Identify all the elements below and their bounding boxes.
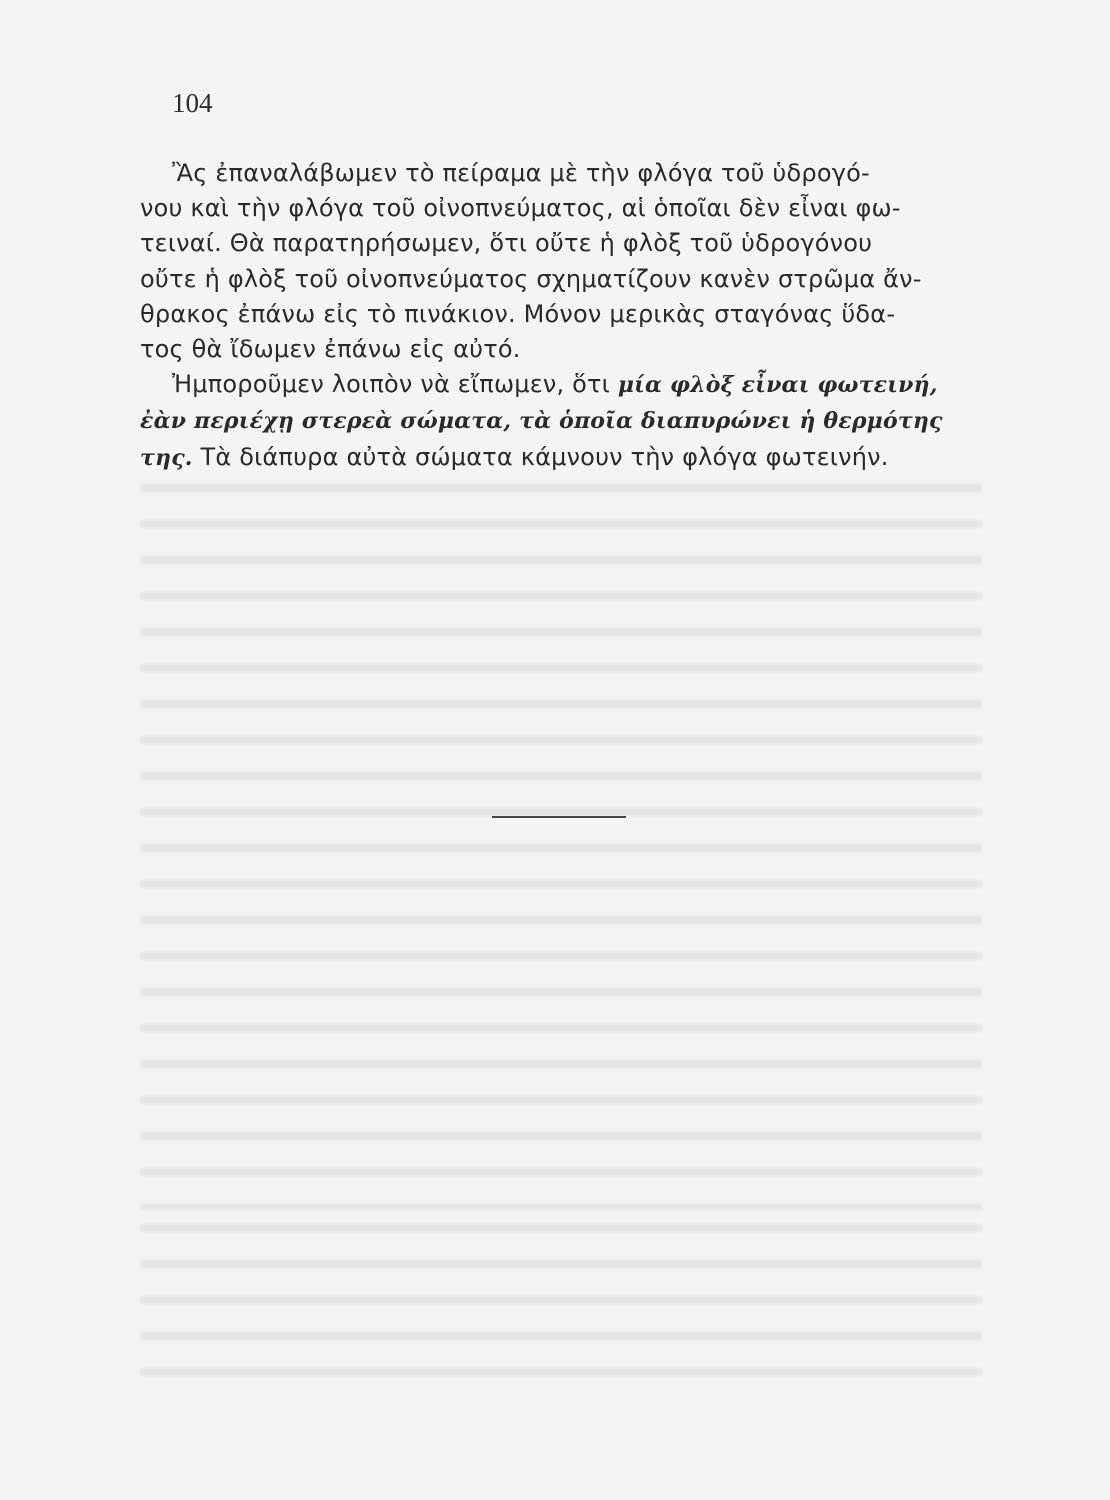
section-divider bbox=[492, 816, 626, 818]
line: νου καὶ τὴν φλόγα τοῦ οἰνοπνεύματος, αἱ ὁποῖαι δὲν εἶναι φω- bbox=[140, 194, 901, 223]
line: τος θὰ ἴδωμεν ἐπάνω εἰς αὐτό. bbox=[140, 335, 521, 364]
line bbox=[140, 440, 982, 476]
line: Ἂς ἐπαναλάβωμεν τὸ πείραμα μὲ τὴν φλόγα τοῦ ὑδρογό- bbox=[172, 159, 870, 187]
emphasized-text: μία φλὸξ εἶναι φωτεινή, bbox=[617, 372, 938, 399]
body-text bbox=[140, 156, 982, 476]
bleed-through-text-lower bbox=[140, 1210, 982, 1380]
conclusion-text: Τὰ διάπυρα αὐτὰ σώματα κάμνουν τὴν φλόγα φωτεινήν. bbox=[192, 442, 889, 471]
line bbox=[140, 367, 982, 403]
emphasized-text: ἐὰν περιέχῃ στερεὰ σώματα, τὰ ὁποῖα διαπυρώνει ἡ θερμότης bbox=[140, 408, 943, 435]
bleed-through-text bbox=[140, 470, 982, 1210]
line: τειναί. Θὰ παρατηρήσωμεν, ὅτι οὔτε ἡ φλὸξ τοῦ ὑδρογόνου bbox=[140, 229, 873, 258]
paragraph-2 bbox=[140, 367, 982, 476]
page-number: 104 bbox=[172, 88, 213, 118]
emphasized-text: της. bbox=[140, 444, 193, 471]
line: θρακος ἐπάνω εἰς τὸ πινάκιον. Μόνον μερικὰς σταγόνας ὕδα- bbox=[140, 299, 896, 328]
paragraph-1 bbox=[140, 156, 982, 367]
intro-text: Ἠμποροῦμεν λοιπὸν νὰ εἴπωμεν, ὅτι bbox=[172, 370, 618, 399]
line: οὔτε ἡ φλὸξ τοῦ οἰνοπνεύματος σχηματίζουν κανὲν στρῶμα ἄν- bbox=[140, 264, 922, 293]
line bbox=[140, 403, 982, 439]
